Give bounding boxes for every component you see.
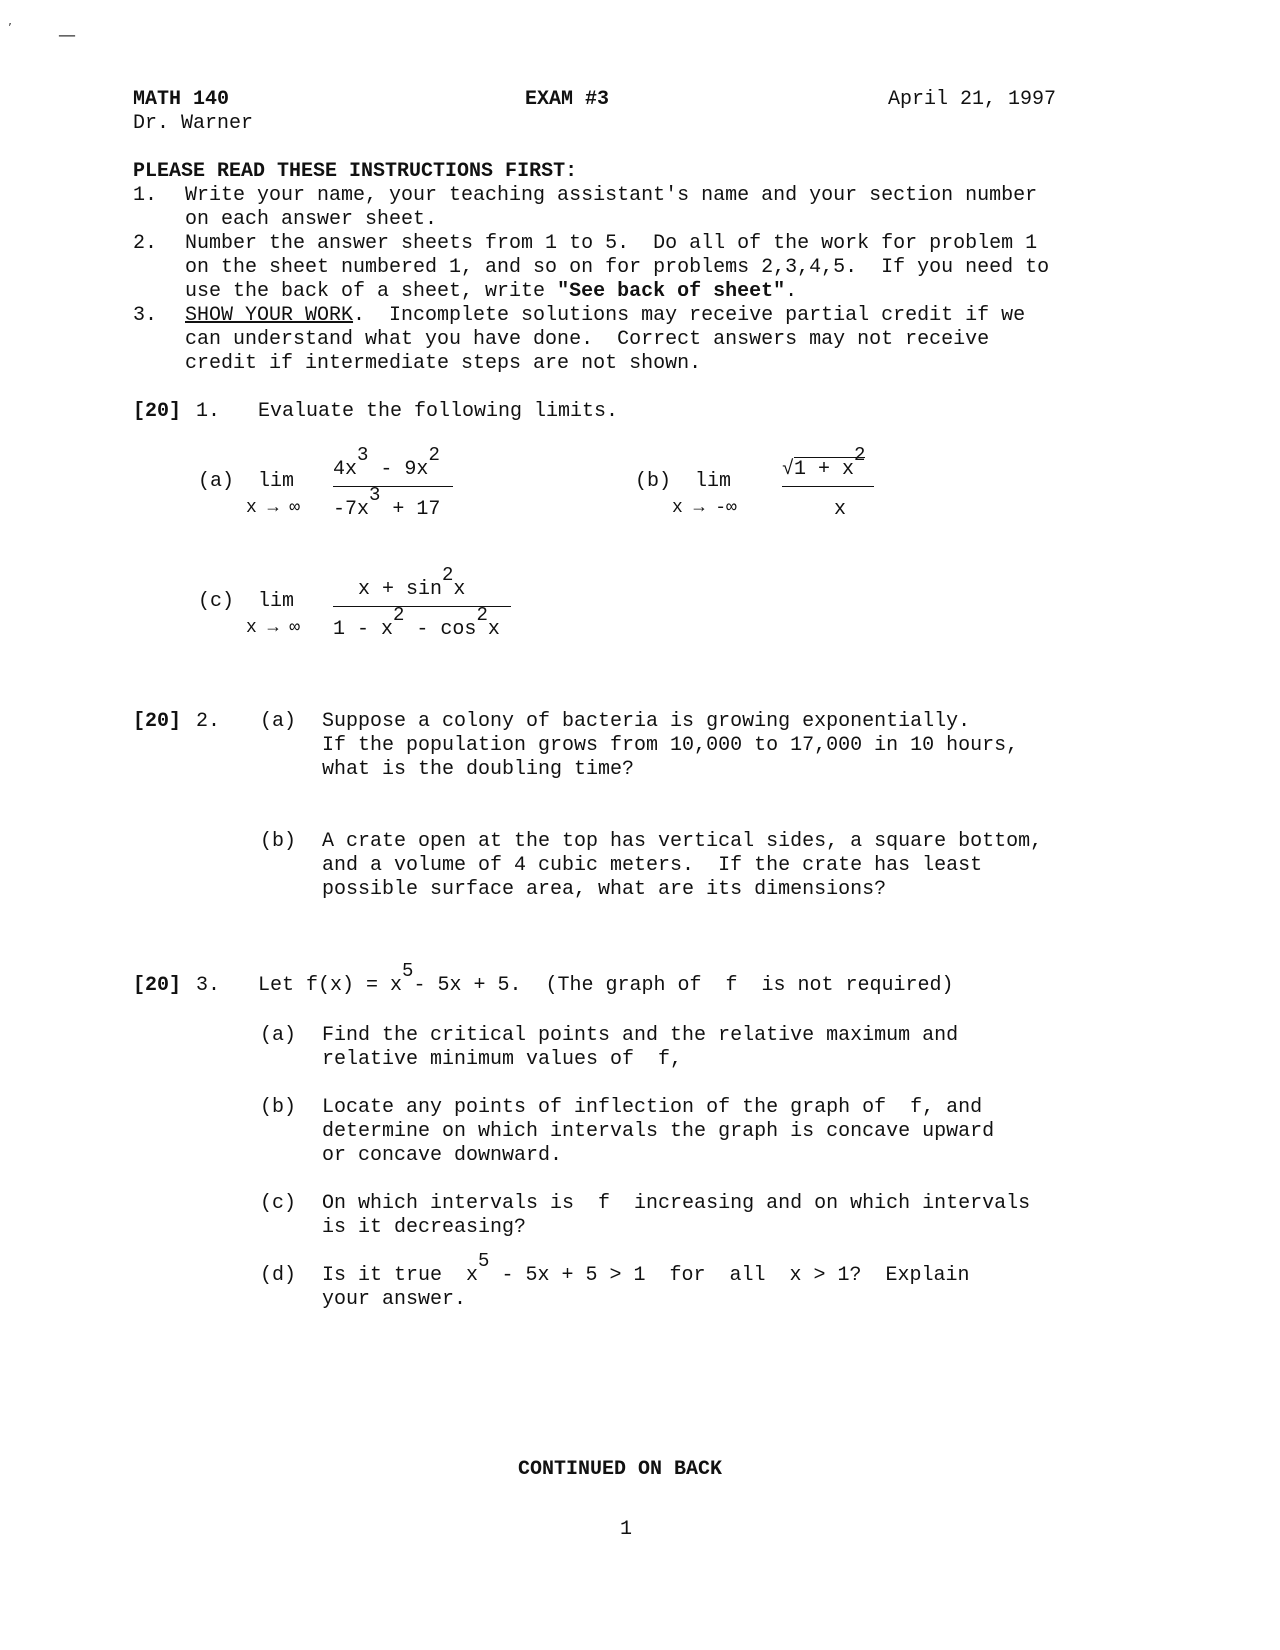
- problem-text: determine on which intervals the graph is concave upward: [322, 1120, 995, 1143]
- instruction-text: Number the answer sheets from 1 to 5. Do all of the work for problem 1: [185, 232, 1038, 255]
- part-label: (b): [260, 830, 297, 853]
- part-label: (b): [635, 470, 672, 493]
- lim-subscript: x → -∞: [672, 498, 737, 518]
- problem-text: is it decreasing?: [322, 1216, 527, 1239]
- lim-symbol: lim: [258, 590, 295, 613]
- page-number: 1: [620, 1518, 633, 1541]
- instructor-name: Dr. Warner: [133, 112, 254, 135]
- problem-points: [20]: [133, 710, 182, 733]
- problem-statement: Let $f(x) = x^5-$ 5x + 5. (The graph of f is not required): [258, 960, 954, 997]
- part-label: (b): [260, 1096, 297, 1119]
- problem-number: 3.: [196, 974, 221, 997]
- continued-on-back: CONTINUED ON BACK: [518, 1458, 723, 1481]
- lim-symbol: lim: [258, 470, 295, 493]
- instruction-number: 3.: [133, 304, 158, 327]
- problem-text: On which intervals is f increasing and on which intervals: [322, 1192, 1031, 1215]
- problem-text: A crate open at the top has vertical sides, a square bottom,: [322, 830, 1043, 853]
- see-back-of-sheet: "See back of sheet": [557, 280, 786, 303]
- problem-text: what is the doubling time?: [322, 758, 635, 781]
- instruction-text: can understand what you have done. Correct answers may not receive: [185, 328, 990, 351]
- part-label: (a): [260, 710, 297, 733]
- problem-text: Find the critical points and the relative maximum and: [322, 1024, 959, 1047]
- instruction-text: use the back of a sheet, write "See back of sheet".: [185, 280, 798, 303]
- part-label: (a): [198, 470, 235, 493]
- lim-symbol: lim: [695, 470, 732, 493]
- instruction-number: 1.: [133, 184, 158, 207]
- instruction-text: on each answer sheet.: [185, 208, 438, 231]
- problem-text: and a volume of 4 cubic meters. If the crate has least: [322, 854, 983, 877]
- part-label: (c): [260, 1192, 297, 1215]
- problem-text: possible surface area, what are its dimensions?: [322, 878, 887, 901]
- problem-text: or concave downward.: [322, 1144, 563, 1167]
- course-title: MATH 140: [133, 88, 230, 111]
- exam-date: April 21, 1997: [888, 88, 1057, 111]
- problem-text: Evaluate the following limits.: [258, 400, 619, 423]
- scan-mark: ’: [8, 21, 12, 35]
- exam-title: EXAM #3: [525, 88, 610, 111]
- problem-text: relative minimum values of f,: [322, 1048, 683, 1071]
- instruction-text: SHOW YOUR WORK. Incomplete solutions may receive partial credit if we: [185, 304, 1026, 327]
- instruction-text: Write your name, your teaching assistant's name and your section number: [185, 184, 1038, 207]
- instruction-text: credit if intermediate steps are not shown.: [185, 352, 702, 375]
- problem-number: 1.: [196, 400, 221, 423]
- denominator: x: [834, 498, 847, 521]
- scan-mark: —: [58, 25, 76, 46]
- part-label: (a): [260, 1024, 297, 1047]
- instruction-number: 2.: [133, 232, 158, 255]
- problem-text: If the population grows from 10,000 to 17,000 in 10 hours,: [322, 734, 1019, 757]
- instruction-text: on the sheet numbered 1, and so on for problems 2,3,4,5. If you need to: [185, 256, 1050, 279]
- denominator: $-7x^3 + 17$: [333, 484, 441, 521]
- numerator: $x + \sin^2x$: [358, 564, 466, 601]
- problem-points: [20]: [133, 400, 182, 423]
- lim-subscript: x → ∞: [246, 498, 301, 518]
- fraction-bar: [333, 486, 453, 487]
- numerator: $√1 + x^2$: [782, 444, 866, 481]
- problem-number: 2.: [196, 710, 221, 733]
- problem-text: your answer.: [322, 1288, 467, 1311]
- problem-text: Is it true $x^5 - 5x + 5 > 1$ for all x > 1? Explain: [322, 1250, 970, 1287]
- part-label: (d): [260, 1264, 297, 1287]
- problem-text: Locate any points of inflection of the graph of f, and: [322, 1096, 983, 1119]
- problem-points: [20]: [133, 974, 182, 997]
- denominator: $1 - x^2 - \cos^2x$: [333, 604, 500, 641]
- show-your-work: SHOW YOUR WORK: [185, 304, 354, 327]
- part-label: (c): [198, 590, 235, 613]
- fraction-bar: [782, 486, 874, 487]
- numerator: $4x^3 - 9x^2$: [333, 444, 440, 481]
- problem-note: (The graph of f is not required): [545, 974, 954, 997]
- lim-subscript: x → ∞: [246, 618, 301, 638]
- instructions-heading: PLEASE READ THESE INSTRUCTIONS FIRST:: [133, 160, 578, 183]
- problem-text: Suppose a colony of bacteria is growing exponentially.: [322, 710, 971, 733]
